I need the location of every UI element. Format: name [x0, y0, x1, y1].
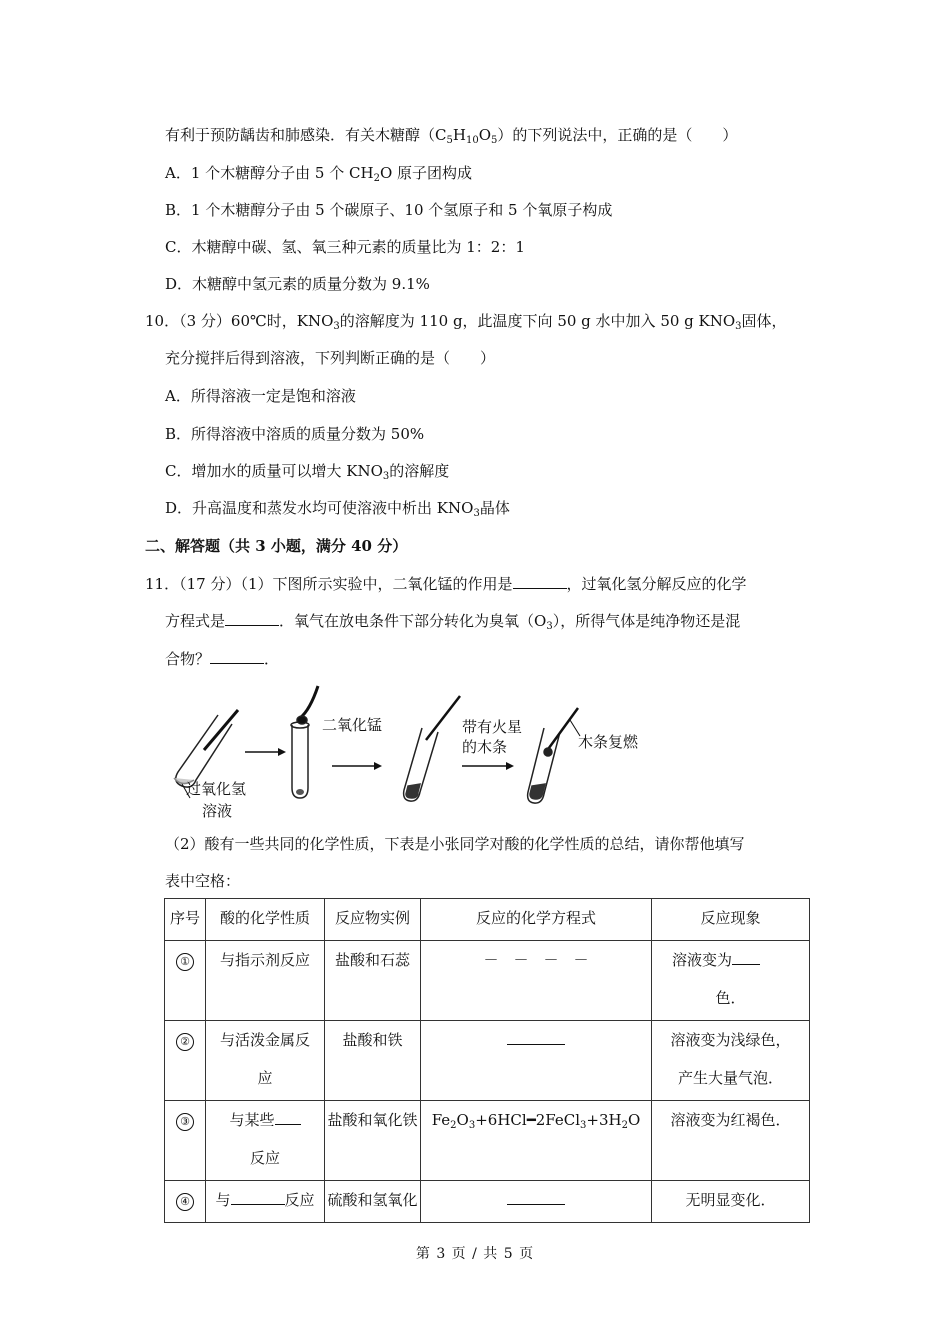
- cell-property: 与指示剂反应: [206, 941, 325, 1021]
- answer-blank[interactable]: [513, 574, 567, 589]
- cell-property: 与活泼金属反 应: [206, 1021, 325, 1101]
- header-equation: 反应的化学方程式: [421, 899, 652, 941]
- arrow-3: [462, 762, 514, 770]
- q10-option-d: D．升高温度和蒸发水均可使溶液中析出 $KNO_3$晶体: [165, 499, 510, 519]
- test-tube-relit: [528, 708, 580, 803]
- q10-option-a: A．所得溶液一定是饱和溶液: [165, 387, 356, 405]
- test-tube-upright: [291, 686, 318, 798]
- page-footer: 第 3 页 / 共 5 页: [415, 1246, 535, 1262]
- cell-equation: $Fe_2O_3+6HCl━2FeCl_3+3H_2O$: [421, 1101, 652, 1181]
- cell-reactants: 盐酸和氧化铁: [325, 1101, 421, 1181]
- label-glowing-splint-2: 的木条: [462, 738, 508, 756]
- q11-part2-line1: （2）酸有一些共同的化学性质，下表是小张同学对酸的化学性质的总结，请你帮他填写: [165, 835, 745, 853]
- cell-phenomenon: 无明显变化．: [652, 1181, 810, 1223]
- answer-blank[interactable]: [231, 1190, 285, 1205]
- test-tube-mno2: [404, 696, 460, 801]
- label-h2o2-1: 过氧化氢: [186, 780, 247, 798]
- label-splint-relit: 木条复燃: [578, 733, 639, 751]
- label-glowing-splint-1: 带有火星: [462, 718, 523, 736]
- cell-equation: － － － －: [421, 941, 652, 1021]
- cell-reactants: 硫酸和氢氧化: [325, 1181, 421, 1223]
- arrow-1: [245, 748, 286, 756]
- table-row: [165, 1181, 810, 1223]
- q10-option-b: B．所得溶液中溶质的质量分数为 50%: [165, 425, 425, 443]
- q9-option-a: A．1 个木糖醇分子由 5 个 $CH_2O$ 原子团构成: [165, 164, 473, 184]
- cell-equation: [421, 1021, 652, 1101]
- cell-phenomenon: 溶液变为 色．: [652, 941, 810, 1021]
- table-row: [165, 1021, 810, 1101]
- q11-line3: 合物？ ．: [165, 650, 280, 668]
- q10-option-c: C．增加水的质量可以增大 $KNO_3$的溶解度: [165, 462, 450, 482]
- answer-blank[interactable]: [507, 1190, 565, 1205]
- label-mno2: 二氧化锰: [322, 716, 383, 734]
- arrow-2: [332, 762, 382, 770]
- acid-properties-table: [164, 898, 810, 1223]
- answer-blank[interactable]: [275, 1110, 301, 1125]
- q11-part2-line2: 表中空格：: [165, 872, 241, 890]
- q10-stem-line1: 10．（3 分）60℃时，$KNO_3$的溶解度为 110 g，此温度下向 50 g 水中加入 50 g $KNO_3$固体，: [145, 312, 787, 332]
- cell-property: 与 反应: [206, 1181, 325, 1223]
- experiment-figure: [160, 680, 660, 825]
- cell-phenomenon: 溶液变为红褐色．: [652, 1101, 810, 1181]
- header-phenomenon: 反应现象: [652, 899, 810, 941]
- q9-stem: 有利于预防龋齿和肺感染．有关木糖醇$(C_5H_{10}O_5)$的下列说法中，正确的是（ ）: [165, 126, 738, 146]
- table-row: [165, 941, 810, 1021]
- q9-option-b: B．1 个木糖醇分子由 5 个碳原子、10 个氢原子和 5 个氧原子构成: [165, 201, 613, 219]
- cell-property: 与某些 反应: [206, 1101, 325, 1181]
- q10-stem-line2: 充分搅拌后得到溶液，下列判断正确的是（ ）: [165, 349, 496, 367]
- label-h2o2-2: 溶液: [202, 802, 233, 820]
- answer-blank[interactable]: [732, 950, 760, 965]
- answer-blank[interactable]: [210, 649, 264, 664]
- row-number: ②: [176, 1033, 194, 1051]
- cell-equation: [421, 1181, 652, 1223]
- row-number: ④: [176, 1193, 194, 1211]
- row-number: ③: [176, 1113, 194, 1131]
- section-heading: 二、解答题（共 3 小题，满分 40 分）: [145, 537, 408, 555]
- header-property: 酸的化学性质: [206, 899, 325, 941]
- header-no: 序号: [165, 899, 206, 941]
- cell-phenomenon: 溶液变为浅绿色， 产生大量气泡．: [652, 1021, 810, 1101]
- cell-reactants: 盐酸和铁: [325, 1021, 421, 1101]
- q9-option-d: D．木糖醇中氢元素的质量分数为 9.1%: [165, 275, 430, 293]
- answer-blank[interactable]: [225, 611, 279, 626]
- table-header-row: [165, 899, 810, 941]
- q11-line2: 方程式是 ．氧气在放电条件下部分转化为臭氧$(O_3)$，所得气体是纯净物还是混: [165, 612, 741, 632]
- q11-line1: 11．（17 分）（1）下图所示实验中，二氧化锰的作用是 ，过氧化氢分解反应的化学: [145, 575, 747, 593]
- q9-option-c: C．木糖醇中碳、氢、氧三种元素的质量比为 1：2：1: [165, 238, 525, 256]
- answer-blank[interactable]: [507, 1030, 565, 1045]
- header-reactants: 反应物实例: [325, 899, 421, 941]
- row-number: ①: [176, 953, 194, 971]
- table-row: [165, 1101, 810, 1181]
- cell-reactants: 盐酸和石蕊: [325, 941, 421, 1021]
